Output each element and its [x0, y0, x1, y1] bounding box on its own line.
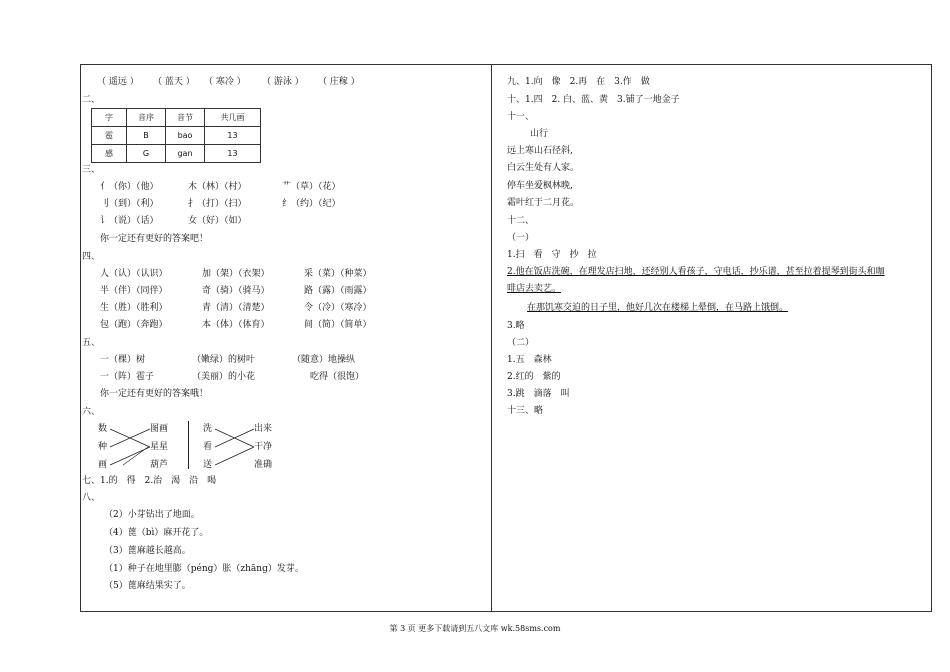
table-header-cell: 音序 [127, 109, 166, 127]
phrase-answer: 吃得（很饱） [310, 372, 365, 382]
phrase-answer: 一（阵）雹子 [100, 372, 155, 382]
phrase-answer: （美丽）的小花 [192, 372, 256, 382]
section-4-heading: 四、 [82, 252, 101, 262]
radical-answer: 女（好）（如） [188, 216, 247, 226]
match-word: 看 [203, 442, 213, 452]
section-12-part2: （二） [507, 338, 535, 348]
match-word: 种 [98, 442, 108, 452]
section-12-answer-2: 2.他在饭店洗碗，在理发店扫地，还经别人看孩子，守电话，抄乐谱，甚至拉着提琴到街头和咖 [507, 267, 885, 277]
section-13: 十三、略 [507, 406, 544, 416]
table-cell: bao [166, 127, 205, 145]
order-item: （5）蓖麻结果实了。 [104, 581, 191, 591]
match-word: 洗 [203, 424, 213, 434]
match-word: 数 [98, 424, 108, 434]
poem-line: 霜叶红于二月花。 [507, 198, 580, 208]
answer-1-3: （ 寒冷 ） [204, 77, 246, 87]
answer-1-5: （ 庄稼 ） [318, 77, 360, 87]
word-answer: 加（架）（衣架） [202, 269, 270, 279]
word-answer: 生（胜）（胜利） [100, 303, 168, 313]
radical-answer: 扌（打）（扫） [188, 199, 247, 209]
section-11-heading: 十一、 [507, 112, 535, 122]
poem-line: 停车坐爱枫林晚, [507, 181, 573, 191]
match-word: 干净 [254, 442, 273, 452]
match-word: 出来 [254, 424, 273, 434]
match-line [123, 447, 148, 465]
order-item: （1）种子在地里膨（péng）胀（zhāng）发芽。 [104, 564, 304, 574]
table-header-cell: 字 [92, 109, 127, 127]
word-answer: 采（菜）（种菜） [304, 269, 372, 279]
table-cell: B [127, 127, 166, 145]
section-6-heading: 六、 [82, 407, 101, 417]
section-5-note: 你一定还有更好的答案哦！ [100, 389, 209, 399]
poem-line: 白云生处有人家。 [507, 163, 580, 173]
table-cell: G [127, 145, 166, 163]
match-line [215, 447, 254, 465]
section-7: 七、1.的 得 2.治 渴 沿 喝 [82, 476, 217, 486]
word-answer: 间（简）（简单） [304, 320, 372, 330]
page-footer: 第 3 页 更多下载请到五八文库 wk.58sms.com [389, 624, 561, 633]
match-word: 准确 [254, 460, 273, 470]
radical-answer: 讠（说）（话） [100, 216, 159, 226]
order-item: （2）小芽钻出了地面。 [104, 510, 200, 520]
order-item: （3）蓖麻越长越高。 [104, 546, 191, 556]
radical-answer: 艹（草）（花） [282, 182, 341, 192]
word-answer: 青（清）（清楚） [202, 303, 270, 313]
table-cell: gan [166, 145, 205, 163]
match-word: 星星 [150, 442, 169, 452]
section-12-part1: （一） [507, 233, 535, 243]
table-cell: 13 [205, 145, 261, 163]
radical-answer: 纟（约）（纪） [282, 199, 341, 209]
match-word: 画 [98, 460, 108, 470]
section-12-b3: 3.跳 滴落 叫 [507, 389, 570, 399]
section-9: 九、1.向 像 2.再 在 3.作 做 [507, 77, 650, 87]
poem-line: 远上寒山石径斜, [507, 146, 573, 156]
radical-answer: 亻（你）（他） [100, 182, 159, 192]
table-cell: 雹 [92, 127, 127, 145]
section-12-b1: 1.五 森林 [507, 355, 552, 365]
section-12-heading: 十二、 [507, 216, 535, 226]
section-2-heading: 二、 [82, 95, 101, 105]
match-word: 送 [203, 460, 213, 470]
phrase-answer: （嫩绿）的树叶 [192, 355, 256, 365]
section-8-heading: 八、 [82, 493, 101, 503]
section-3-heading: 三、 [82, 165, 101, 175]
answer-1-4: （ 游泳 ） [262, 77, 304, 87]
poem-title: 山行 [530, 129, 549, 139]
word-answer: 令（冷）（寒冷） [304, 303, 372, 313]
table-cell: 13 [205, 127, 261, 145]
order-item: （4）蓖（bì）麻开花了。 [104, 528, 209, 538]
section-12-b2: 2.红的 紫的 [507, 372, 561, 382]
word-answer: 本（体）（体育） [202, 320, 270, 330]
word-answer: 奇（骑）（骑马） [202, 286, 270, 296]
radical-answer: 刂（到）（利） [100, 199, 159, 209]
match-word: 葫芦 [150, 460, 169, 470]
section-12-answer-2-cont: 啡店去卖艺。 [507, 284, 562, 294]
phrase-answer: （随意）地操纵 [292, 355, 356, 365]
section-5-heading: 五、 [82, 338, 101, 348]
table-header-cell: 音节 [166, 109, 205, 127]
word-answer: 半（伴）（同伴） [100, 286, 168, 296]
section-3-note: 你一定还有更好的答案吧！ [100, 234, 209, 244]
word-answer: 路（露）（雨露） [304, 286, 372, 296]
phrase-answer: 一（棵）树 [100, 355, 146, 365]
answer-1-2: （ 蓝天 ） [153, 77, 195, 87]
match-word: 图画 [150, 424, 169, 434]
word-answer: 人（认）（认识） [100, 269, 168, 279]
table-cell: 感 [92, 145, 127, 163]
section-12-answer-2-sentence: 在那饥寒交迫的日子里，他好几次在楼梯上晕倒，在马路上饿倒。 [527, 303, 789, 313]
word-answer: 包（跑）（奔跑） [100, 320, 168, 330]
table-header-cell: 共几画 [205, 109, 261, 127]
section-10: 十、1.四 2. 白、蓝、黄 3.铺了一地金子 [507, 95, 680, 105]
section-12-answer-1: 1.扫 看 守 抄 拉 [507, 250, 597, 260]
section-12-answer-3: 3.略 [507, 321, 525, 331]
answer-1-1: （ 遥远 ） [97, 77, 139, 87]
radical-answer: 木（林）（村） [188, 182, 247, 192]
